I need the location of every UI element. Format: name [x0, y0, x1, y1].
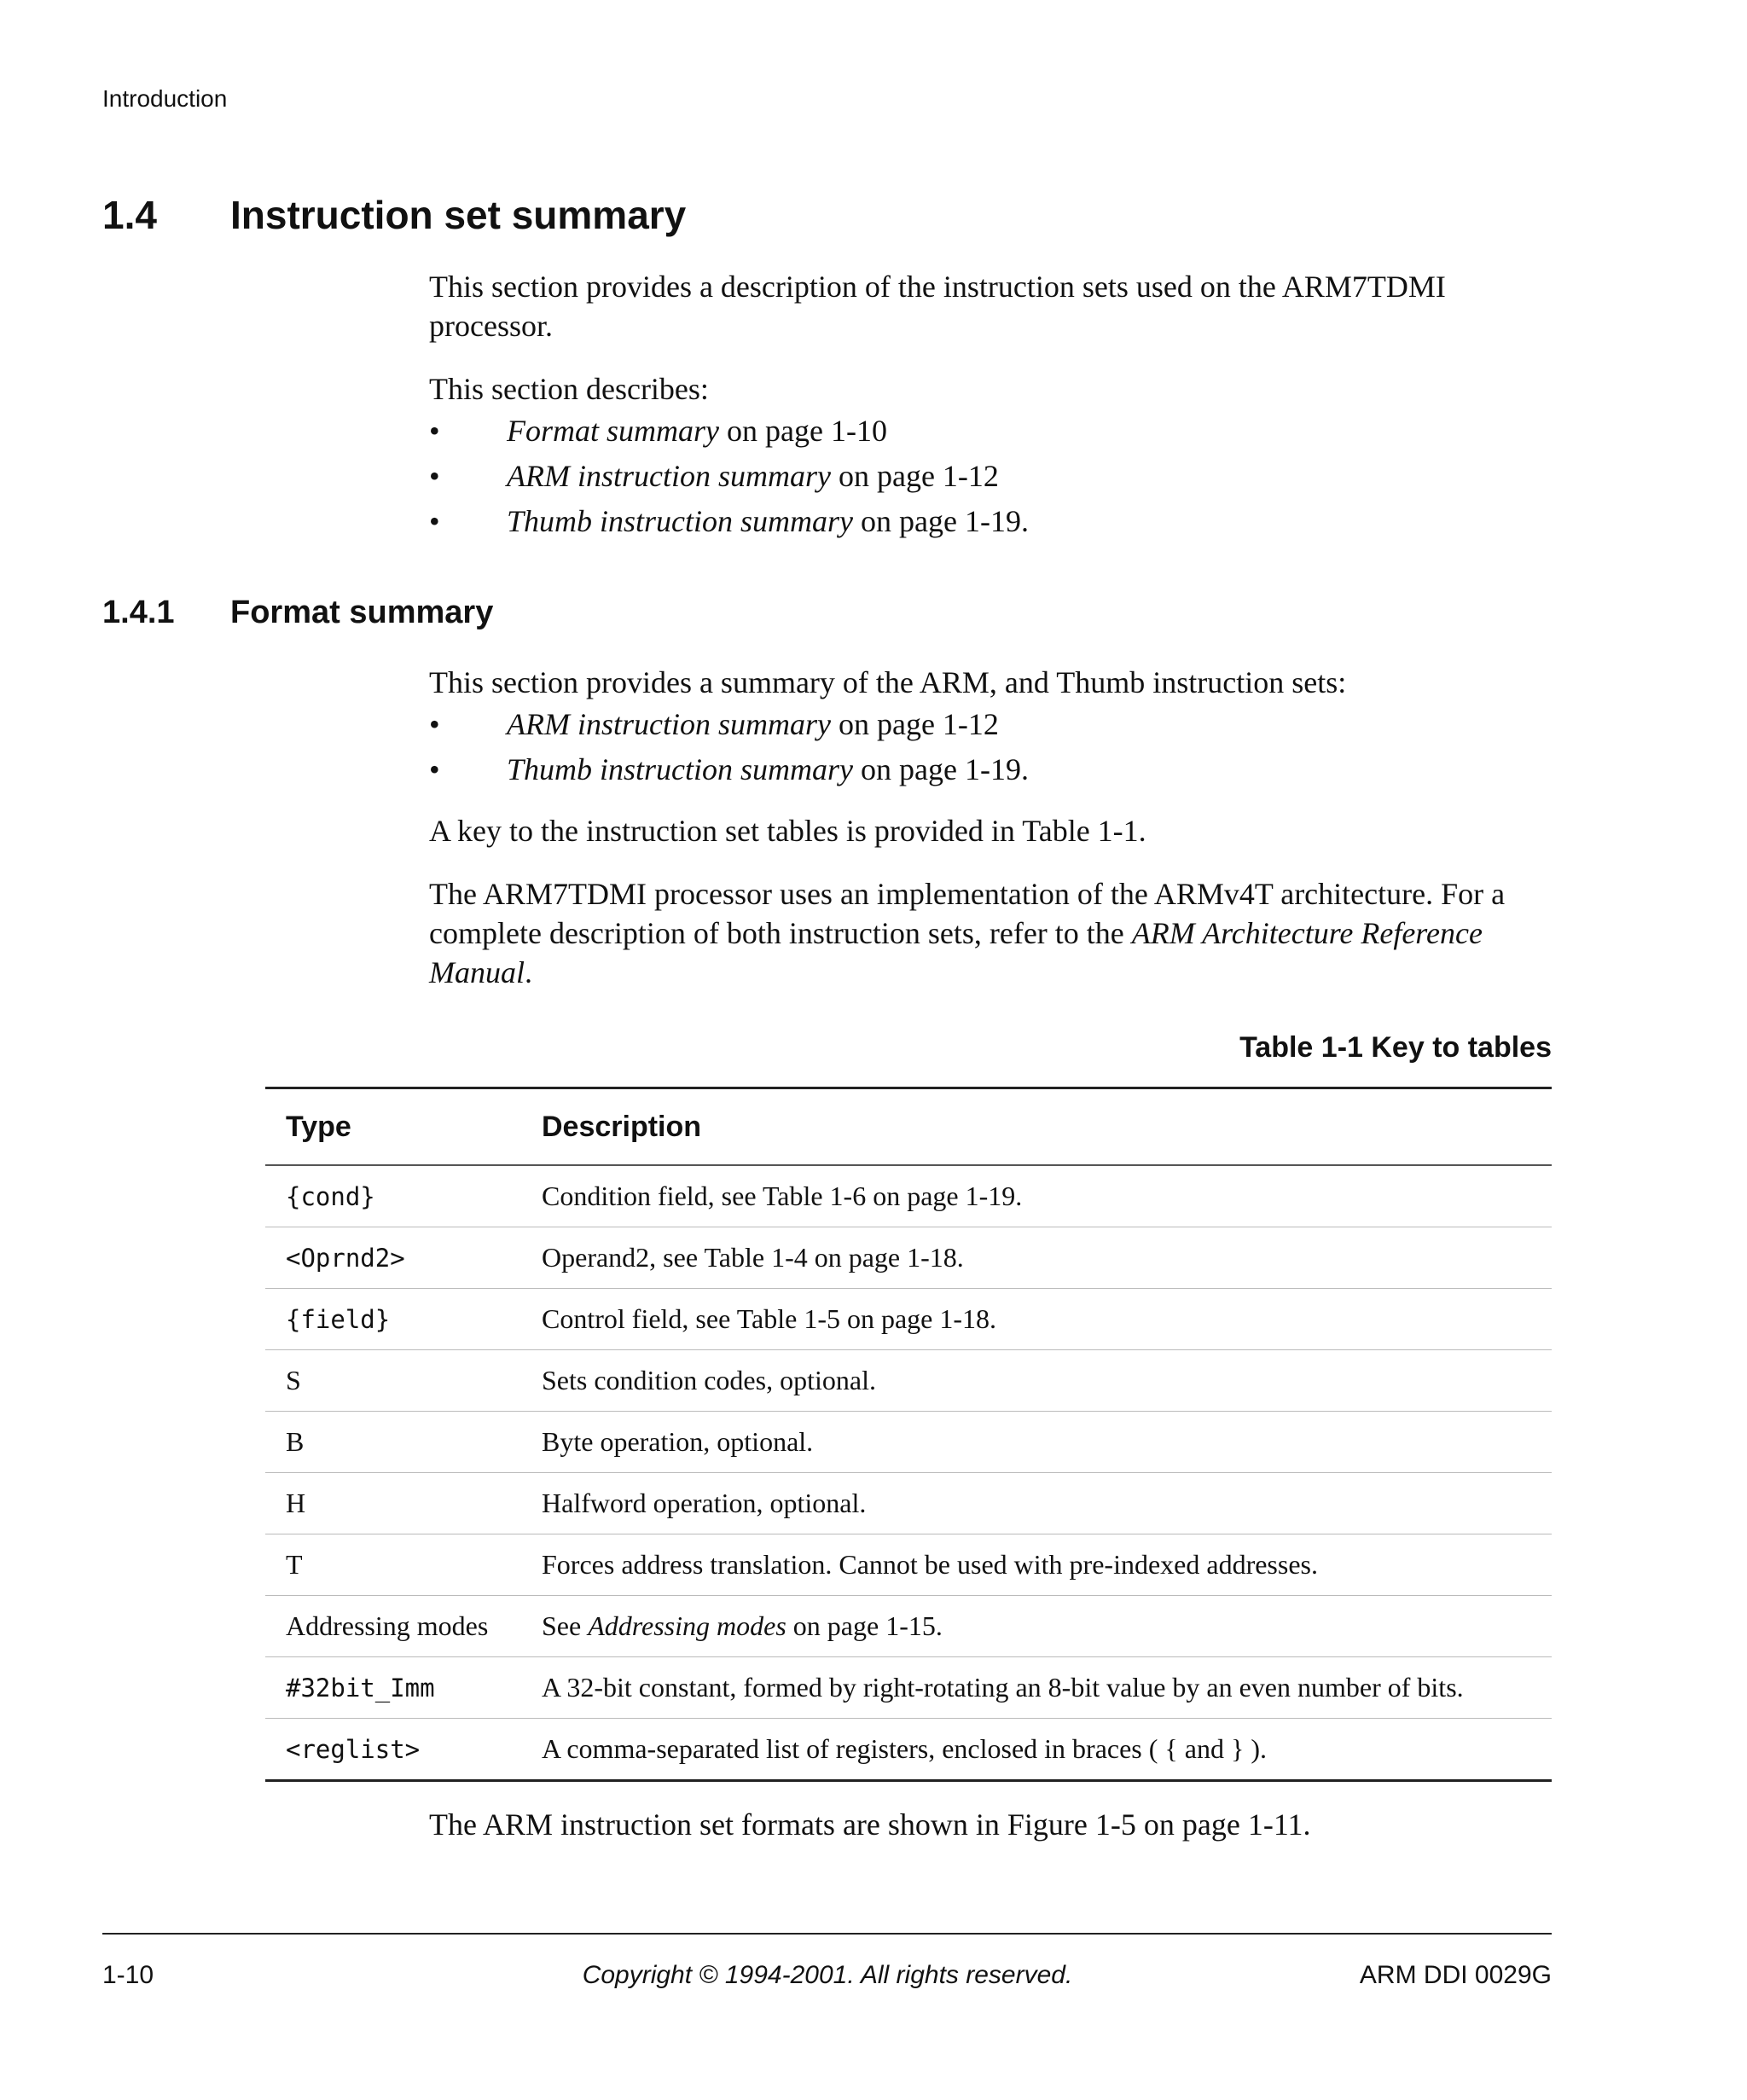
addressing-modes-link[interactable]: Addressing modes: [588, 1610, 786, 1641]
table-row: [265, 1227, 1552, 1289]
document-id: ARM DDI 0029G: [1359, 1961, 1552, 1989]
section-describes-lead: This section describes:: [429, 372, 709, 406]
type-cell: <Oprnd2>: [265, 1227, 521, 1289]
description-cell: Halfword operation, optional.: [521, 1473, 1552, 1534]
description-cell: Forces address translation. Cannot be used with pre-indexed addresses.: [521, 1534, 1552, 1596]
cross-reference-link[interactable]: Format summary: [507, 414, 719, 448]
list-item: • ARM instruction summary on page 1-12: [429, 707, 999, 741]
description-cell: Byte operation, optional.: [521, 1412, 1552, 1473]
description-cell: A comma-separated list of registers, enclosed in braces ( { and } ).: [521, 1719, 1552, 1781]
description-cell: See Addressing modes on page 1-15.: [521, 1596, 1552, 1657]
section-heading: [102, 192, 686, 238]
key-to-tables: [265, 1087, 1552, 1782]
cross-reference-link[interactable]: ARM instruction summary: [507, 459, 831, 493]
type-cell: <reglist>: [265, 1719, 521, 1781]
list-item: • Thumb instruction summary on page 1-19.: [429, 752, 1029, 786]
type-cell: {cond}: [265, 1165, 521, 1227]
section-title: Instruction set summary: [230, 193, 687, 237]
section-intro: This section provides a description of the instruction sets used on the ARM7TDMI processor.: [429, 270, 1446, 343]
running-header: Introduction: [102, 85, 228, 112]
table-row: [265, 1165, 1552, 1227]
table-row: [265, 1596, 1552, 1657]
description-cell: Control field, see Table 1-5 on page 1-18.: [521, 1289, 1552, 1350]
manual-reference-link[interactable]: ARM Architecture Reference Manual: [429, 916, 1483, 989]
table-row: [265, 1473, 1552, 1534]
type-cell: #32bit_Imm: [265, 1657, 521, 1719]
column-header-description: Description: [521, 1088, 1552, 1166]
subsection-title: Format summary: [230, 595, 494, 630]
key-paragraph: A key to the instruction set tables is provided in Table 1-1.: [429, 814, 1146, 848]
type-cell: {field}: [265, 1289, 521, 1350]
section-number: 1.4: [102, 193, 157, 237]
table-row: [265, 1289, 1552, 1350]
subsection-number: 1.4.1: [102, 595, 175, 630]
type-cell: B: [265, 1412, 521, 1473]
cross-reference-link[interactable]: Thumb instruction summary: [507, 752, 854, 786]
copyright-notice: Copyright © 1994-2001. All rights reserved.: [582, 1961, 1073, 1989]
table-header-row: [265, 1088, 1552, 1166]
page-number: 1-10: [102, 1961, 154, 1989]
section-bullet-list: [429, 409, 1555, 544]
architecture-paragraph: The ARM7TDMI processor uses an implementation of the ARMv4T architecture. For a complete description of both instruction sets, refer to the ARM Architecture Reference Manual.: [429, 877, 1506, 989]
table-caption: Table 1-1 Key to tables: [1239, 1031, 1552, 1064]
closing-paragraph: The ARM instruction set formats are shown in Figure 1-5 on page 1-11.: [429, 1807, 1311, 1842]
type-cell: S: [265, 1350, 521, 1412]
description-cell: Sets condition codes, optional.: [521, 1350, 1552, 1412]
list-item: • ARM instruction summary on page 1-12: [429, 459, 999, 493]
column-header-type: Type: [265, 1088, 521, 1166]
table-row: [265, 1719, 1552, 1781]
cross-reference-link[interactable]: Thumb instruction summary: [507, 504, 854, 538]
subsection-heading: [102, 595, 493, 631]
description-cell: A 32-bit constant, formed by right-rotating an 8-bit value by an even number of bits.: [521, 1657, 1552, 1719]
table-row: [265, 1534, 1552, 1596]
description-cell: Operand2, see Table 1-4 on page 1-18.: [521, 1227, 1552, 1289]
type-cell: T: [265, 1534, 521, 1596]
footer-divider: [102, 1933, 1552, 1935]
table-row: [265, 1412, 1552, 1473]
table-row: [265, 1657, 1552, 1719]
section-body: [429, 267, 1555, 544]
subsection-bullet-list: [429, 702, 1555, 792]
type-cell: H: [265, 1473, 521, 1534]
cross-reference-link[interactable]: ARM instruction summary: [507, 707, 831, 741]
subsection-intro: This section provides a summary of the ARM, and Thumb instruction sets:: [429, 665, 1347, 699]
list-item: • Format summary on page 1-10: [429, 414, 887, 448]
description-cell: Condition field, see Table 1-6 on page 1-19.: [521, 1165, 1552, 1227]
type-cell: Addressing modes: [265, 1596, 521, 1657]
subsection-body: [429, 663, 1555, 992]
list-item: • Thumb instruction summary on page 1-19.: [429, 504, 1029, 538]
table-row: [265, 1350, 1552, 1412]
